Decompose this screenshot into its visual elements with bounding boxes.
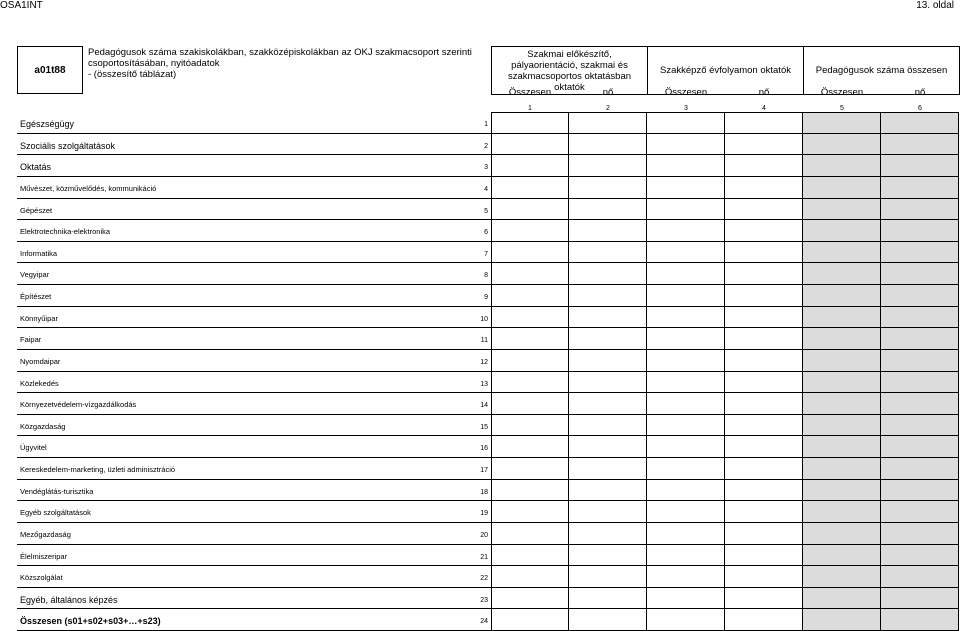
data-cell[interactable] — [725, 242, 803, 264]
data-cell[interactable] — [491, 155, 569, 177]
data-cell[interactable] — [491, 307, 569, 329]
data-cell[interactable] — [881, 285, 959, 307]
data-cell[interactable] — [803, 372, 881, 394]
data-cell[interactable] — [491, 566, 569, 588]
data-cell[interactable] — [569, 155, 647, 177]
data-cell[interactable] — [803, 566, 881, 588]
data-cell[interactable] — [725, 350, 803, 372]
row-divider — [17, 241, 491, 242]
row-divider — [17, 327, 491, 328]
data-cell[interactable] — [569, 372, 647, 394]
row-number: 1 — [484, 121, 488, 128]
data-cell[interactable] — [569, 263, 647, 285]
row-divider — [17, 500, 491, 501]
data-cell[interactable] — [725, 458, 803, 480]
data-cell[interactable] — [803, 545, 881, 567]
data-cell[interactable] — [647, 393, 725, 415]
data-cell[interactable] — [803, 393, 881, 415]
data-cell[interactable] — [803, 155, 881, 177]
data-cell[interactable] — [569, 415, 647, 437]
data-cell[interactable] — [647, 436, 725, 458]
data-grid — [491, 112, 960, 631]
data-cell[interactable] — [881, 566, 959, 588]
data-cell[interactable] — [725, 328, 803, 350]
row-number: 7 — [484, 250, 488, 258]
row-label: Közlekedés — [20, 378, 59, 388]
data-cell[interactable] — [647, 458, 725, 480]
data-cell[interactable] — [569, 307, 647, 329]
data-cell[interactable] — [647, 545, 725, 567]
row-label: Nyomdaipar — [20, 356, 61, 366]
data-cell[interactable] — [803, 415, 881, 437]
data-cell[interactable] — [647, 415, 725, 437]
row-divider — [17, 198, 491, 199]
data-cell[interactable] — [725, 134, 803, 156]
data-cell[interactable] — [647, 523, 725, 545]
row-number: 24 — [480, 618, 488, 626]
row-divider — [17, 371, 491, 372]
data-cell[interactable] — [725, 501, 803, 523]
data-cell[interactable] — [725, 566, 803, 588]
data-cell[interactable] — [881, 372, 959, 394]
row-label: Vegyipar — [20, 270, 50, 280]
data-cell[interactable] — [647, 501, 725, 523]
data-cell[interactable] — [569, 545, 647, 567]
data-cell[interactable] — [647, 263, 725, 285]
row-divider — [17, 457, 491, 458]
data-cell[interactable] — [725, 177, 803, 199]
data-cell[interactable] — [491, 263, 569, 285]
data-cell[interactable] — [569, 242, 647, 264]
form-code: OSA1INT — [0, 0, 43, 11]
row-divider — [17, 587, 491, 588]
column-subheader: Összesen — [664, 86, 708, 98]
data-cell[interactable] — [569, 220, 647, 242]
data-cell[interactable] — [725, 285, 803, 307]
data-cell[interactable] — [803, 177, 881, 199]
row-label: Elektrotechnika-elektronika — [20, 227, 111, 237]
data-cell[interactable] — [491, 588, 569, 610]
row-label: Kereskedelem-marketing, üzleti adminisztráció — [20, 465, 176, 474]
data-cell[interactable] — [569, 480, 647, 502]
row-number: 10 — [480, 315, 488, 323]
data-cell[interactable] — [569, 566, 647, 588]
row-divider — [17, 154, 491, 155]
data-cell[interactable] — [881, 263, 959, 285]
data-cell[interactable] — [647, 480, 725, 502]
data-cell[interactable] — [647, 372, 725, 394]
column-number: 2 — [606, 104, 610, 112]
row-divider — [17, 306, 491, 307]
data-cell[interactable] — [725, 220, 803, 242]
row-divider — [17, 608, 491, 609]
data-cell[interactable] — [725, 523, 803, 545]
row-label: Egyéb, általános képzés — [20, 594, 118, 605]
row-number: 19 — [480, 510, 488, 518]
row-divider — [17, 284, 491, 285]
data-cell[interactable] — [491, 242, 569, 264]
table-code: a01t88 — [17, 46, 83, 94]
data-cell[interactable] — [725, 372, 803, 394]
data-cell[interactable] — [725, 199, 803, 221]
column-number: 6 — [918, 104, 922, 112]
data-cell[interactable] — [569, 112, 647, 134]
data-cell[interactable] — [725, 112, 803, 134]
row-number: 22 — [480, 575, 488, 583]
data-cell[interactable] — [881, 328, 959, 350]
data-cell[interactable] — [881, 436, 959, 458]
row-number: 4 — [484, 185, 488, 193]
data-cell[interactable] — [491, 393, 569, 415]
data-cell[interactable] — [881, 545, 959, 567]
data-cell[interactable] — [725, 415, 803, 437]
row-label: Egyéb szolgáltatások — [20, 508, 91, 518]
data-cell[interactable] — [569, 436, 647, 458]
row-divider — [17, 522, 491, 523]
data-cell[interactable] — [803, 285, 881, 307]
data-cell[interactable] — [647, 350, 725, 372]
data-cell[interactable] — [569, 285, 647, 307]
column-subheader: nő — [758, 86, 770, 98]
data-cell[interactable] — [803, 134, 881, 156]
data-cell[interactable] — [491, 350, 569, 372]
row-label: Ügyvitel — [20, 443, 47, 453]
data-cell[interactable] — [803, 436, 881, 458]
group-header-1: Szakmai előkészítő, pályaorientáció, szakmai és szakmacsoportos oktatásban oktatók — [491, 46, 648, 95]
data-cell[interactable] — [881, 609, 959, 631]
data-cell[interactable] — [881, 393, 959, 415]
data-cell[interactable] — [803, 112, 881, 134]
data-cell[interactable] — [491, 609, 569, 631]
data-cell[interactable] — [491, 436, 569, 458]
column-subheader: Összesen — [820, 86, 864, 98]
data-cell[interactable] — [725, 480, 803, 502]
column-subheader: nő — [602, 86, 614, 98]
data-cell[interactable] — [803, 588, 881, 610]
row-number: 16 — [480, 445, 488, 453]
row-label: Közszolgálat — [20, 573, 63, 583]
data-cell[interactable] — [491, 199, 569, 221]
data-cell[interactable] — [647, 307, 725, 329]
row-label: Élelmiszeripar — [20, 551, 68, 561]
data-cell[interactable] — [803, 328, 881, 350]
row-label: Vendéglátás-turisztika — [20, 486, 94, 496]
data-cell[interactable] — [569, 458, 647, 480]
row-label: Környezetvédelem-vízgazdálkodás — [20, 400, 137, 410]
row-divider — [17, 219, 491, 220]
data-cell[interactable] — [725, 436, 803, 458]
data-cell[interactable] — [725, 393, 803, 415]
data-cell[interactable] — [647, 112, 725, 134]
row-number: 13 — [480, 380, 488, 388]
data-cell[interactable] — [647, 328, 725, 350]
row-number: 6 — [484, 229, 488, 237]
page-number: 13. oldal — [916, 0, 954, 11]
row-number: 23 — [480, 596, 488, 604]
data-cell[interactable] — [569, 134, 647, 156]
data-cell[interactable] — [881, 177, 959, 199]
data-cell[interactable] — [491, 285, 569, 307]
data-cell[interactable] — [803, 609, 881, 631]
data-cell[interactable] — [569, 588, 647, 610]
data-cell[interactable] — [881, 134, 959, 156]
row-divider — [17, 414, 491, 415]
data-cell[interactable] — [647, 242, 725, 264]
data-cell[interactable] — [491, 372, 569, 394]
row-divider — [17, 435, 491, 436]
row-number: 20 — [480, 531, 488, 539]
data-cell[interactable] — [491, 458, 569, 480]
row-number: 12 — [480, 358, 488, 366]
row-number: 3 — [484, 164, 488, 172]
data-cell[interactable] — [647, 588, 725, 610]
column-subheader: Összesen — [508, 86, 552, 98]
row-label: Gépészet — [20, 205, 53, 215]
data-cell[interactable] — [881, 220, 959, 242]
data-cell[interactable] — [803, 480, 881, 502]
row-number: 18 — [480, 488, 488, 496]
data-cell[interactable] — [491, 220, 569, 242]
data-cell[interactable] — [647, 155, 725, 177]
data-cell[interactable] — [491, 112, 569, 134]
data-cell[interactable] — [725, 588, 803, 610]
data-cell[interactable] — [569, 199, 647, 221]
data-cell[interactable] — [491, 545, 569, 567]
data-cell[interactable] — [803, 242, 881, 264]
data-cell[interactable] — [881, 350, 959, 372]
row-label: Oktatás — [20, 162, 52, 173]
data-cell[interactable] — [569, 177, 647, 199]
column-number: 3 — [684, 104, 688, 112]
row-label: Összesen (s01+s02+s03+…+s23) — [20, 616, 161, 627]
column-number: 4 — [762, 104, 766, 112]
data-cell[interactable] — [647, 285, 725, 307]
data-cell[interactable] — [569, 523, 647, 545]
row-number: 14 — [480, 402, 488, 410]
data-cell[interactable] — [725, 307, 803, 329]
data-cell[interactable] — [803, 199, 881, 221]
row-number: 9 — [484, 294, 488, 301]
data-cell[interactable] — [569, 609, 647, 631]
data-cell[interactable] — [491, 177, 569, 199]
data-cell[interactable] — [881, 242, 959, 264]
data-cell[interactable] — [491, 415, 569, 437]
table-title: Pedagógusok száma szakiskolákban, szakközépiskolákban az OKJ szakmacsoport szerinti csoportosításában, nyitóadatok - (összesítő táblázat) — [88, 47, 472, 80]
row-number: 8 — [484, 272, 488, 280]
row-divider — [17, 544, 491, 545]
row-label: Egészségügy — [20, 119, 75, 129]
data-cell[interactable] — [881, 480, 959, 502]
column-number: 1 — [528, 104, 532, 112]
row-label: Építészet — [20, 292, 52, 301]
data-cell[interactable] — [647, 566, 725, 588]
data-cell[interactable] — [647, 609, 725, 631]
data-cell[interactable] — [803, 458, 881, 480]
data-cell[interactable] — [803, 307, 881, 329]
data-cell[interactable] — [569, 501, 647, 523]
row-label: Közgazdaság — [20, 421, 66, 431]
group-header-3: Pedagógusok száma összesen — [803, 46, 960, 95]
row-number: 5 — [484, 207, 488, 215]
data-cell[interactable] — [803, 263, 881, 285]
data-cell[interactable] — [725, 609, 803, 631]
data-cell[interactable] — [881, 155, 959, 177]
column-subheader: nő — [914, 86, 926, 98]
data-cell[interactable] — [491, 523, 569, 545]
data-cell[interactable] — [881, 523, 959, 545]
row-label: Művészet, közművelődés, kommunikáció — [20, 183, 157, 193]
row-number: 21 — [480, 553, 488, 561]
data-cell[interactable] — [491, 501, 569, 523]
row-divider — [17, 565, 491, 566]
row-divider — [17, 176, 491, 177]
row-divider — [17, 392, 491, 393]
data-cell[interactable] — [803, 350, 881, 372]
row-label: Informatika — [20, 248, 58, 258]
row-divider — [17, 479, 491, 480]
data-cell[interactable] — [725, 545, 803, 567]
data-cell[interactable] — [881, 199, 959, 221]
data-cell[interactable] — [647, 220, 725, 242]
data-cell[interactable] — [881, 415, 959, 437]
data-cell[interactable] — [881, 588, 959, 610]
row-divider — [17, 262, 491, 263]
data-cell[interactable] — [647, 177, 725, 199]
row-label: Mezőgazdaság — [20, 529, 71, 539]
data-cell[interactable] — [881, 112, 959, 134]
row-label: Faipar — [20, 335, 42, 345]
data-cell[interactable] — [803, 523, 881, 545]
data-cell[interactable] — [491, 480, 569, 502]
row-number: 15 — [480, 423, 488, 431]
data-cell[interactable] — [647, 199, 725, 221]
group-header-2: Szakképző évfolyamon oktatók — [647, 46, 804, 95]
data-cell[interactable] — [725, 263, 803, 285]
row-number: 2 — [484, 142, 488, 150]
data-cell[interactable] — [569, 350, 647, 372]
row-label: Szociális szolgáltatások — [20, 140, 116, 151]
row-number: 11 — [480, 337, 488, 345]
row-divider — [17, 133, 491, 134]
data-cell[interactable] — [569, 328, 647, 350]
row-divider — [17, 349, 491, 350]
row-label: Könnyűipar — [20, 313, 58, 323]
data-cell[interactable] — [491, 328, 569, 350]
data-cell[interactable] — [881, 501, 959, 523]
data-cell[interactable] — [725, 155, 803, 177]
data-cell[interactable] — [803, 501, 881, 523]
data-cell[interactable] — [881, 458, 959, 480]
data-cell[interactable] — [491, 134, 569, 156]
row-number: 17 — [480, 467, 488, 474]
data-cell[interactable] — [569, 393, 647, 415]
data-cell[interactable] — [803, 220, 881, 242]
data-cell[interactable] — [881, 307, 959, 329]
column-number: 5 — [840, 104, 844, 112]
data-cell[interactable] — [647, 134, 725, 156]
